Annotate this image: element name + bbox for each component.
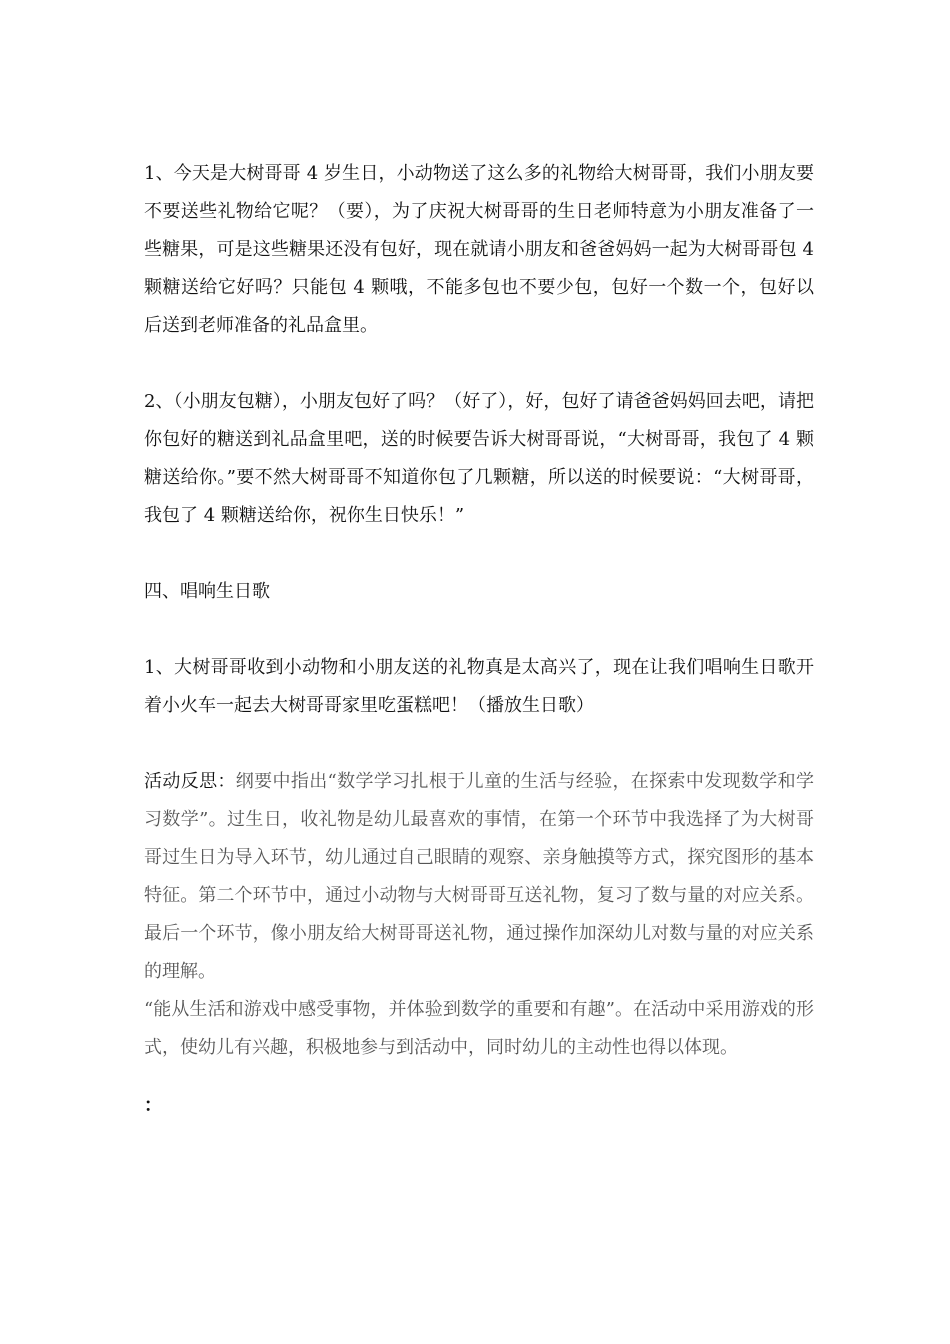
reflection-label: 活动反思： xyxy=(144,771,236,792)
paragraph-spacer xyxy=(144,345,814,383)
reflection-paragraph-2 xyxy=(144,991,814,1067)
document-body xyxy=(144,155,814,1067)
reflection-text-2: “能从生活和游戏中感受事物，并体验到数学的重要和有趣”。在活动中采用游戏的形式，使幼儿有兴趣，积极地参与到活动中，同时幼儿的主动性也得以体现。 xyxy=(144,999,814,1058)
reflection-paragraph xyxy=(144,763,814,991)
paragraph-3: 1、大树哥哥收到小动物和小朋友送的礼物真是太高兴了，现在让我们唱响生日歌开着小火车一起去大树哥哥家里吃蛋糕吧！（播放生日歌） xyxy=(144,657,814,716)
paragraph-2: 2、（小朋友包糖），小朋友包好了吗？（好了），好，包好了请爸爸妈妈回去吧，请把你包好的糖送到礼品盒里吧，送的时候要告诉大树哥哥说，“大树哥哥，我包了 4 颗糖送给你。”要不然大树哥哥不知道你包了几颗糖，所以送的时候要说：“大树哥哥，我包了 4 颗糖送给你，祝你生日快乐！” xyxy=(144,391,814,526)
paragraph-spacer xyxy=(144,535,814,573)
paragraph-spacer xyxy=(144,725,814,763)
stray-colon-mark: ： xyxy=(144,1095,162,1116)
section-heading-4: 四、唱响生日歌 xyxy=(144,581,270,602)
paragraph-1: 1、今天是大树哥哥 4 岁生日，小动物送了这么多的礼物给大树哥哥，我们小朋友要不要送些礼物给它呢？（要），为了庆祝大树哥哥的生日老师特意为小朋友准备了一些糖果，可是这些糖果还没有包好，现在就请小朋友和爸爸妈妈一起为大树哥哥包 4 颗糖送给它好吗？只能包 4 颗哦，不能多包也不要少包，包好一个数一个，包好以后送到老师准备的礼品盒里。 xyxy=(144,163,814,336)
reflection-text: 纲要中指出“数学学习扎根于儿童的生活与经验，在探索中发现数学和学习数学”。过生日，收礼物是幼儿最喜欢的事情，在第一个环节中我选择了为大树哥哥过生日为导入环节，幼儿通过自己眼睛的观察、亲身触摸等方式，探究图形的基本特征。第二个环节中，通过小动物与大树哥哥互送礼物，复习了数与量的对应关系。最后一个环节，像小朋友给大树哥哥送礼物，通过操作加深幼儿对数与量的对应关系的理解。 xyxy=(144,771,814,982)
paragraph-spacer xyxy=(144,611,814,649)
